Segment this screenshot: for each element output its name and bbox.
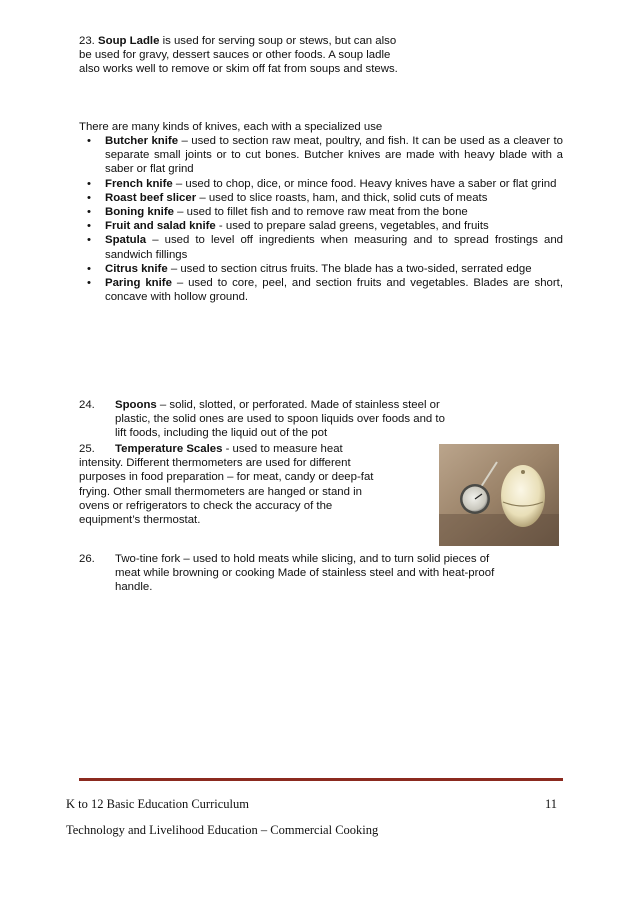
item-number: 25. (79, 443, 95, 455)
item-term: Boning knife (105, 206, 174, 219)
item-term: Soup Ladle (98, 35, 160, 47)
list-item (79, 134, 563, 177)
list-item (79, 219, 563, 233)
item-23-soup-ladle (79, 34, 409, 77)
item-description: – used to fillet fish and to remove raw meat from the bone (173, 206, 468, 219)
bullet-icon: • (87, 234, 91, 247)
item-description: – used to section raw meat, poultry, and fish. It can be used as a cleaver to separate small joints or to cut bones. Butcher knives are made with heavy blade with a saber or flat grind (105, 135, 563, 176)
item-term: Paring knife (105, 277, 172, 290)
item-description: Two-tine fork – used to hold meats while slicing, and to turn solid pieces of meat while browning or cooking Made of stainless steel and with heat-proof handle. (115, 553, 495, 594)
item-term: Spoons (115, 399, 157, 411)
item-description: – used to section citrus fruits. The blade has a two-sided, serrated edge (167, 262, 532, 275)
bullet-icon: • (87, 135, 91, 147)
item-24-spoons (79, 398, 459, 441)
item-description: - used to prepare salad greens, vegetables, and fruits (215, 220, 489, 233)
bullet-icon: • (87, 206, 91, 219)
list-item (79, 233, 563, 261)
item-term: Spatula (105, 234, 147, 247)
item-number: 23. (79, 35, 95, 47)
item-term: Butcher knife (105, 135, 179, 147)
footer-curriculum: K to 12 Basic Education Curriculum (66, 797, 249, 811)
item-25-temperature-scales (79, 442, 379, 527)
item-description: – used to chop, dice, or mince food. Heavy knives have a saber or flat grind (172, 177, 557, 190)
item-description: - used to measure heat intensity. Different thermometers are used for different purposes in food preparation – for meat, candy or deep-fat frying. Other small thermometers are hanged or stand in ovens or refrigerators to check the accuracy of the equipment’s thermostat. (79, 443, 374, 527)
bullet-icon: • (87, 262, 91, 275)
item-description: – used to level off ingredients when measuring and to spread frostings and sandwich fillings (105, 234, 563, 261)
list-item (79, 191, 563, 205)
bullet-icon: • (87, 277, 91, 290)
knives-list (79, 134, 563, 304)
item-26-two-tine-fork (79, 552, 499, 595)
thermometer-image (439, 444, 559, 546)
item-term: Citrus knife (105, 262, 168, 275)
list-item (79, 177, 563, 191)
item-term: Roast beef slicer (105, 191, 197, 204)
thermometer-photo (439, 444, 559, 546)
item-description: is used for serving soup or stews, but can also be used for gravy, dessert sauces or other foods. A soup ladle also works well to remove or skim off fat from soups and stews. (79, 35, 398, 76)
item-number: 26. (79, 553, 95, 565)
list-item (79, 276, 563, 304)
item-term: Fruit and salad knife (105, 220, 216, 233)
item-description: – used to core, peel, and section fruits and vegetables. Blades are short, concave with hollow ground. (105, 277, 563, 304)
bullet-icon: • (87, 220, 91, 233)
item-term: French knife (105, 177, 173, 190)
item-body (115, 398, 459, 441)
list-item (79, 262, 563, 276)
item-description: – used to slice roasts, ham, and thick, solid cuts of meats (196, 191, 488, 204)
bullet-icon: • (87, 177, 91, 190)
item-number: 24. (79, 399, 95, 411)
page-number: 11 (545, 797, 558, 811)
item-term: Temperature Scales (115, 443, 223, 455)
knives-intro: There are many kinds of knives, each with a specialized use (79, 121, 383, 133)
bullet-icon: • (87, 191, 91, 204)
footer-subject: Technology and Livelihood Education – Commercial Cooking (66, 823, 379, 837)
item-description: – solid, slotted, or perforated. Made of stainless steel or plastic, the solid ones are used to spoon liquids over foods and to lift foods, including the liquid out of the pot (115, 399, 445, 440)
footer-rule (79, 778, 563, 781)
list-item (79, 205, 563, 219)
